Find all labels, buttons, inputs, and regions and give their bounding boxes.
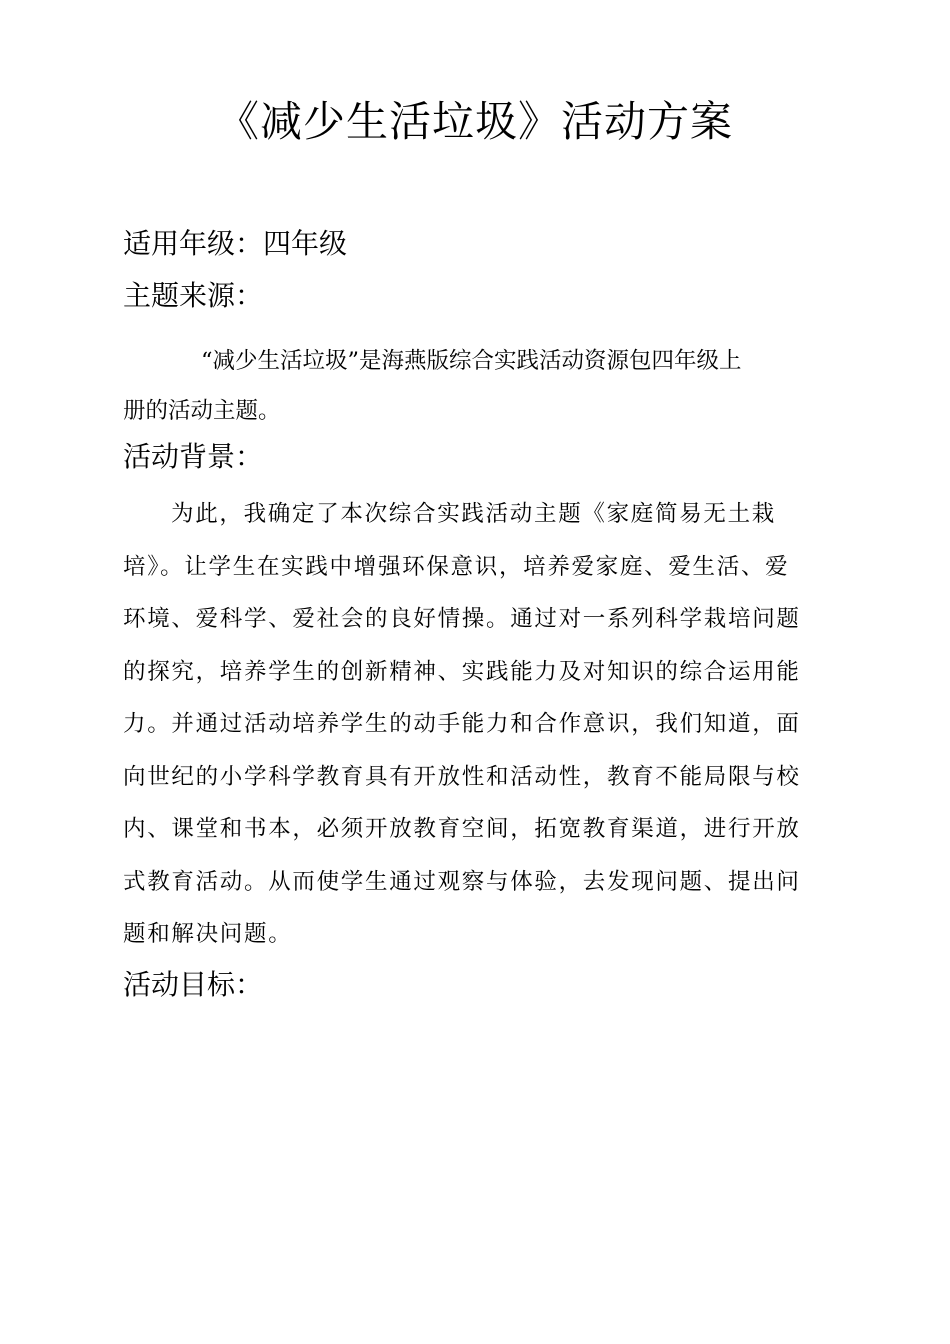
paragraph-line: 环境、爱科学、爱社会的良好情操。通过对一系列科学栽培问题 <box>123 606 801 632</box>
paragraph-line: 内、课堂和书本，必须开放教育空间，拓宽教育渠道，进行开放 <box>123 816 801 842</box>
paragraph-line: “减少生活垃圾”是海燕版综合实践活动资源包四年级上 <box>201 348 742 374</box>
goal-heading: 活动目标： <box>123 968 264 1001</box>
paragraph-line: 册的活动主题。 <box>123 398 281 424</box>
paragraph-line: 为此，我确定了本次综合实践活动主题《家庭简易无土栽 <box>171 501 777 527</box>
source-paragraph <box>123 336 742 436</box>
paragraph-line: 题和解决问题。 <box>123 921 293 947</box>
background-paragraph <box>123 488 801 961</box>
source-heading: 主题来源： <box>123 279 264 312</box>
paragraph-line: 培》。让学生在实践中增强环保意识，培养爱家庭、爱生活、爱 <box>123 553 790 580</box>
paragraph-line: 式教育活动。从而使学生通过观察与体验，去发现问题、提出问 <box>123 868 801 895</box>
paragraph-line: 向世纪的小学科学教育具有开放性和活动性，教育不能局限与校 <box>123 763 801 790</box>
grade-heading: 适用年级：四年级 <box>123 227 348 260</box>
document-title: 《减少生活垃圾》活动方案 <box>216 97 733 146</box>
background-heading: 活动背景： <box>123 440 264 473</box>
paragraph-line: 的探究，培养学生的创新精神、实践能力及对知识的综合运用能 <box>123 658 801 685</box>
paragraph-line: 力。并通过活动培养学生的动手能力和合作意识，我们知道，面 <box>123 711 801 737</box>
